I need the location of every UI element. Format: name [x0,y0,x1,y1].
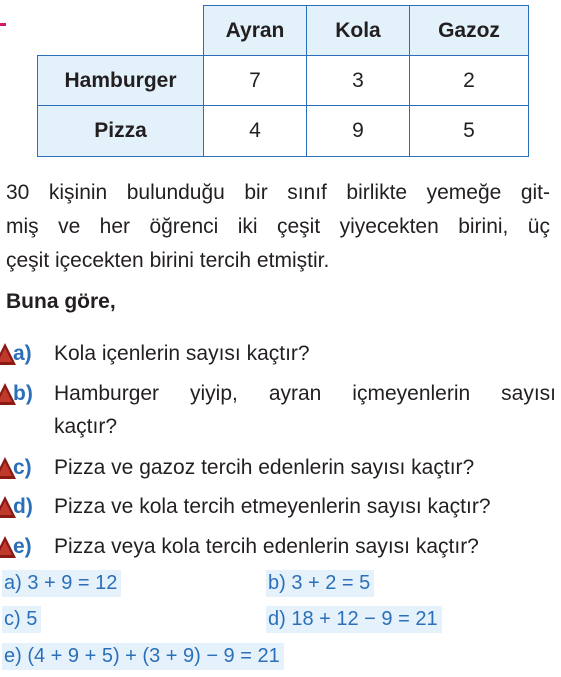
table-cell: 3 [306,55,410,106]
question-b [0,377,556,443]
table-cell: 4 [203,105,307,157]
question-line: Hamburger yiyip, ayran içmeyenlerin sayısı [54,382,556,405]
question-letter: e) [13,535,32,558]
question-line: Pizza ve gazoz tercih edenlerin sayısı kaçtır? [54,456,475,479]
column-header-gazoz: Gazoz [409,5,529,56]
question-text [54,377,556,443]
column-header-ayran: Ayran [203,5,307,56]
answer-c: c) 5 [2,606,41,633]
answer-e: e) (4 + 9 + 5) + (3 + 9) − 9 = 21 [2,643,284,670]
answer-d: d) 18 + 12 − 9 = 21 [266,606,442,633]
lead-text: Buna göre, [6,290,116,313]
question-c [0,451,556,484]
statement-line: miş ve her öğrenci iki çeşit yiyecekten birini, üç [6,215,550,238]
table-cell: 5 [409,105,529,157]
row-header-hamburger: Hamburger [37,55,204,106]
question-text [54,451,556,484]
problem-statement [6,176,550,278]
table-cell: 9 [306,105,410,157]
question-text [54,337,556,370]
question-line: Pizza ve kola tercih etmeyenlerin sayısı kaçtır? [54,495,491,518]
question-line: kaçtır? [54,415,118,438]
statement-line: 30 kişinin bulunduğu bir sınıf birlikte yemeğe git- [6,181,550,204]
question-line: Pizza veya kola tercih edenlerin sayısı kaçtır? [54,535,479,558]
question-text [54,490,556,523]
question-letter: c) [13,456,32,479]
question-e [0,530,556,563]
question-d [0,490,556,523]
statement-line: çeşit içecekten birini tercih etmiştir. [6,249,330,272]
question-a [0,337,556,370]
question-line: Kola içenlerin sayısı kaçtır? [54,342,310,365]
question-letter: b) [13,382,33,405]
answer-a: a) 3 + 9 = 12 [2,570,121,597]
table-cell: 2 [409,55,529,106]
question-text [54,530,556,563]
corner-mark [0,23,6,26]
column-header-kola: Kola [306,5,410,56]
answer-b: b) 3 + 2 = 5 [266,570,374,597]
table-cell: 7 [203,55,307,106]
row-header-pizza: Pizza [37,105,204,157]
question-letter: a) [13,342,32,365]
question-letter: d) [13,495,33,518]
